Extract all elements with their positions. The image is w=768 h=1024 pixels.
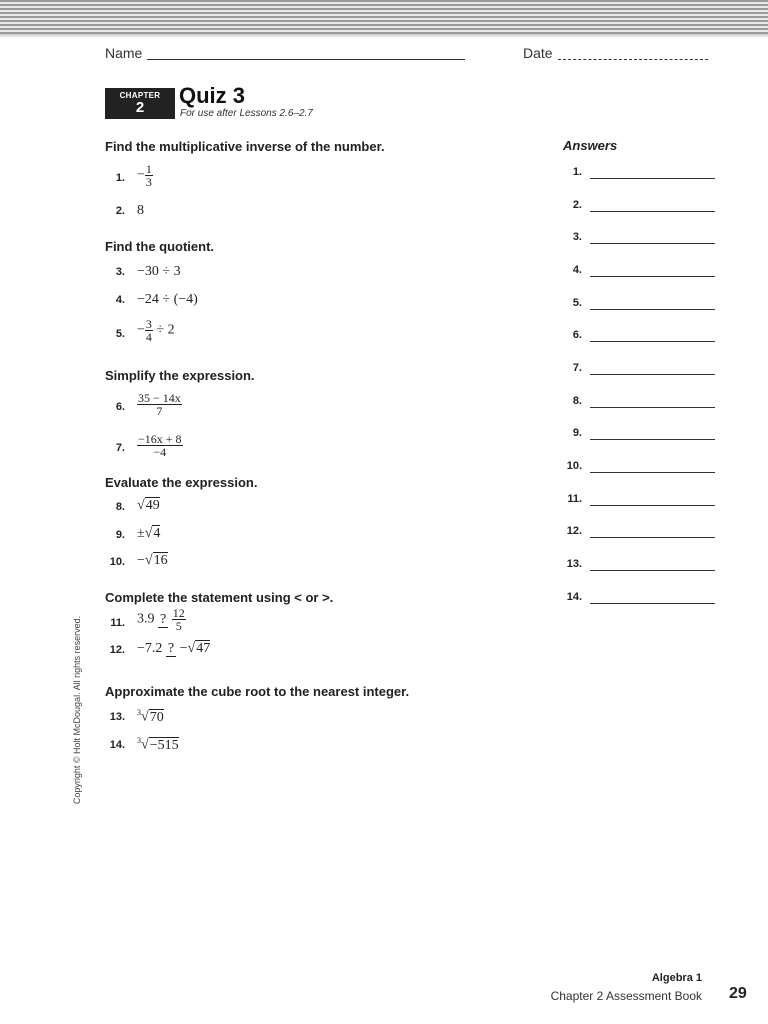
question-number: 13.	[109, 711, 125, 723]
radicand: 47	[196, 641, 211, 656]
answer-number: 10.	[566, 460, 582, 472]
answer-number: 7.	[572, 362, 582, 374]
answer-blank-12[interactable]	[590, 537, 715, 538]
answer-blank-4[interactable]	[590, 276, 715, 277]
root-index: 3	[137, 708, 141, 717]
denominator: 4	[145, 330, 152, 344]
date-field[interactable]	[558, 59, 708, 60]
answer-number: 12.	[566, 525, 582, 537]
answer-number: 8.	[572, 395, 582, 407]
question-number: 5.	[115, 328, 125, 340]
question-number: 7.	[115, 442, 125, 454]
page-number: 29	[729, 985, 747, 1002]
footer-book-subtitle: Chapter 2 Assessment Book	[550, 989, 702, 1003]
sign: −	[179, 641, 188, 656]
quiz-title: Quiz 3	[179, 83, 246, 108]
question-number: 11.	[110, 617, 125, 629]
answer-number: 3.	[572, 231, 582, 243]
section-heading: Approximate the cube root to the nearest integer.	[105, 684, 410, 699]
sign: ±	[137, 526, 145, 541]
radicand: −515	[149, 737, 179, 753]
header-stripes-shadow	[0, 34, 768, 38]
question-10: −√16	[137, 553, 168, 568]
answer-number: 4.	[572, 264, 582, 276]
section-heading: Evaluate the expression.	[105, 475, 258, 490]
sign: −	[137, 167, 145, 183]
name-label: Name	[105, 45, 143, 61]
sign: −	[137, 553, 145, 568]
answer-blank-8[interactable]	[590, 407, 715, 408]
comparison-blank[interactable]: ?	[167, 641, 175, 656]
root-index: 3	[137, 736, 141, 745]
answer-blank-7[interactable]	[590, 374, 715, 375]
answer-blank-5[interactable]	[590, 309, 715, 310]
numerator: 12	[172, 606, 185, 620]
answer-number: 2.	[572, 199, 582, 211]
radicand: 70	[149, 709, 164, 725]
answer-blank-2[interactable]	[590, 211, 715, 212]
operation: ÷ 2	[156, 322, 175, 338]
chapter-badge	[105, 88, 175, 119]
section-heading: Find the quotient.	[105, 239, 215, 254]
answer-blank-6[interactable]	[590, 341, 715, 342]
answer-number: 11.	[567, 493, 582, 505]
question-13: $^3$√70	[137, 708, 164, 725]
radicand: 49	[145, 498, 160, 513]
radicand: 16	[153, 553, 168, 568]
denominator: 3	[145, 175, 152, 189]
quiz-subtitle: For use after Lessons 2.6–2.7	[180, 108, 313, 119]
comparison-blank[interactable]: ?	[160, 611, 167, 627]
answer-number: 6.	[572, 329, 582, 341]
answer-blank-13[interactable]	[590, 570, 715, 571]
question-number: 2.	[115, 205, 125, 217]
answer-number: 1.	[572, 166, 582, 178]
answer-blank-1[interactable]	[590, 178, 715, 179]
denominator: 5	[175, 619, 182, 633]
left-operand: −7.2	[137, 641, 163, 656]
question-1	[137, 163, 153, 188]
question-number: 9.	[115, 529, 125, 541]
question-number: 1.	[115, 172, 125, 184]
question-number: 3.	[115, 266, 125, 278]
denominator: 7	[156, 404, 163, 418]
question-number: 6.	[115, 401, 125, 413]
question-9: ±√4	[137, 526, 161, 541]
footer-book-title: Algebra 1	[651, 972, 702, 984]
answers-heading: Answers	[563, 138, 618, 153]
question-number: 4.	[115, 294, 125, 306]
name-field[interactable]	[147, 59, 465, 60]
fraction	[172, 607, 186, 632]
question-number: 12.	[109, 644, 125, 656]
answer-number: 9.	[572, 427, 582, 439]
header-stripes	[0, 0, 768, 34]
sign: −	[137, 322, 145, 338]
numerator: 35 − 14x	[138, 391, 181, 405]
answer-blank-14[interactable]	[590, 603, 715, 604]
copyright-notice: Copyright © Holt McDougal. All rights reserved.	[72, 615, 82, 805]
question-11	[137, 607, 186, 632]
section-heading: Simplify the expression.	[105, 368, 255, 383]
chapter-number: 2	[135, 99, 145, 116]
answer-blank-10[interactable]	[590, 472, 715, 473]
fraction	[145, 318, 153, 343]
section-heading: Find the multiplicative inverse of the number.	[105, 139, 385, 154]
question-6	[137, 392, 182, 417]
question-number: 10.	[109, 556, 125, 568]
question-8: √49	[137, 498, 160, 513]
fraction	[137, 392, 182, 417]
question-3: −30 ÷ 3	[137, 264, 181, 279]
question-5	[137, 318, 175, 343]
answer-number: 5.	[572, 297, 582, 309]
chapter-label: CHAPTER	[119, 91, 161, 100]
question-4: −24 ÷ (−4)	[137, 292, 198, 307]
question-number: 8.	[115, 501, 125, 513]
answer-blank-3[interactable]	[590, 243, 715, 244]
question-2: 8	[137, 203, 144, 218]
answer-number: 13.	[566, 558, 582, 570]
numerator: 3	[145, 317, 152, 331]
answer-blank-11[interactable]	[590, 505, 715, 506]
question-number: 14.	[109, 739, 125, 751]
question-14: $^3$√−515	[137, 736, 179, 753]
numerator: 1	[145, 162, 152, 176]
answer-number: 14.	[566, 591, 582, 603]
date-label: Date	[523, 45, 553, 61]
left-operand: 3.9	[137, 611, 155, 627]
question-12: −7.2 ? −√47	[137, 641, 211, 656]
numerator: −16x + 8	[138, 432, 182, 446]
section-heading: Complete the statement using < or >.	[105, 590, 334, 605]
question-7	[137, 433, 183, 458]
answer-blank-9[interactable]	[590, 439, 715, 440]
fraction	[137, 433, 183, 458]
fraction	[145, 163, 153, 188]
denominator: −4	[153, 445, 167, 459]
radicand: 4	[153, 526, 161, 541]
